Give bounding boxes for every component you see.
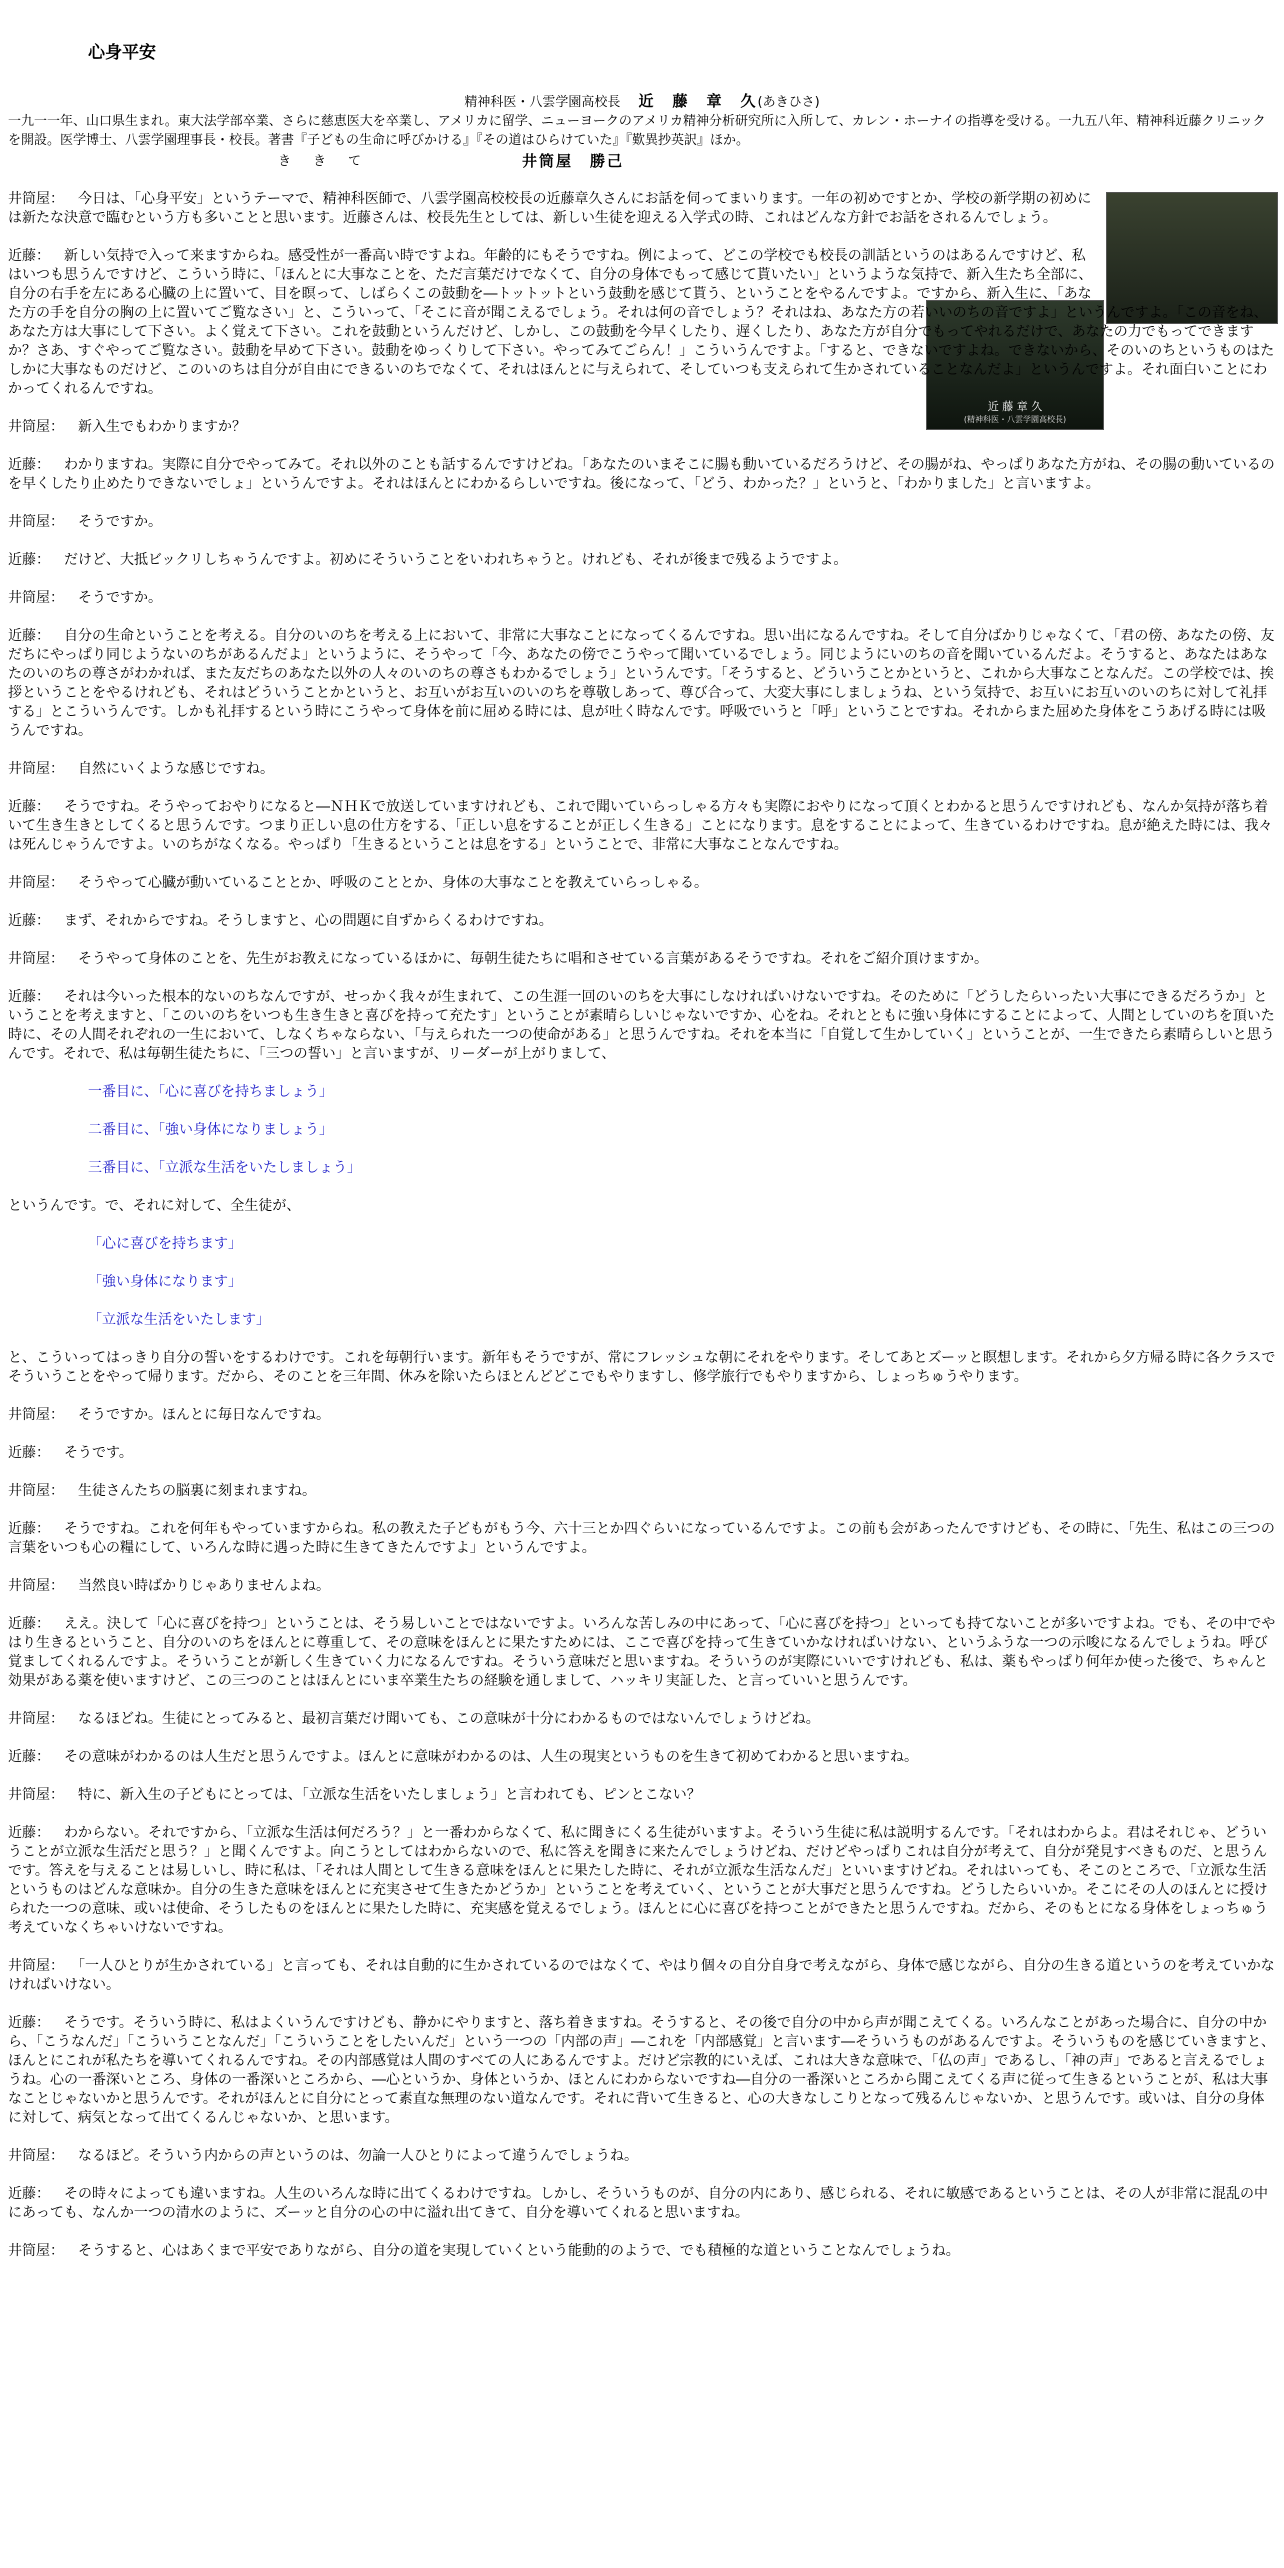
dialogue-paragraph (8, 418, 1276, 437)
dialogue-paragraph (8, 1444, 1276, 1463)
page-title: 心身平安 (88, 43, 156, 63)
photo-caption-name: 近 藤 章 久 (987, 400, 1043, 413)
dialogue-paragraph (8, 1520, 1276, 1558)
speaker-label: 井筒屋： (8, 2243, 64, 2259)
dialogue-text: そうです。 (64, 1445, 133, 1461)
listener-label: ききて (278, 154, 384, 169)
dialogue-text: そうですね。これを何年もやっていますからね。私の教えた子どもがもう今、六十三とか四ぐらいになっているんですよ。この前も会があったんですけども、その時に、「先生、私はこの三つの言葉をいつも心の糧にして、いろんな時に遇った時に生きてきたんですよ」というんですよ。 (8, 1521, 1275, 1556)
dialogue-text: そうですね。そうやっておやりになると―ＮＨＫで放送していますけれども、これで聞いていらっしゃる方々も実際におやりになって頂くとわかると思うんですけれども、なんか気持が落ち着いて生き生きとしてくると思うんです。つまり正しい息の仕方をする、「正しい息をすることが正しく生きる」ことになります。息をすることによって、生きているわけですね。息が絶えた時には、我々は死んじゃうんですよ。いのちがなくなる。やっぱり「生きるということは息をする」ということで、非常に大事なことなんですね。 (8, 799, 1273, 853)
speaker-label: 井筒屋： (8, 1711, 64, 1727)
dialogue-text: そうです。そういう時に、私はよくいうんですけども、静かにやりますと、落ち着きますね。そうすると、その後で自分の中から声が聞こえてくる。いろんなことがあった場合に、自分の中から、「こうなんだ」「こういうことなんだ」「こういうことをしたいんだ」という一つの「内部の声」―これを「内部感覚」と言います―そういうものがあるんですよ。そういうものを感じていきますと、ほんとにこれが私たちを導いてくれるんですね。その内部感覚は人間のすべての人にあるんですよ。だけど宗教的にいえば、これは大きな意味で、「仏の声」であるし、「神の声」であると言えるでしょうね。心の一番深いところ、身体の一番深いところから、―心というか、身体というか、ほとんにわからないですね―自分の一番深いところから聞こえてくる声に従って生きるということが、私は大事なことじゃないかと思うんです。それがほんとに自分にとって素直な無理のない道なんです。それに背いて生きると、心の大きなしこりとなって残るんじゃないか、と思うんです。或いは、自分の身体に対して、病気となって出てくるんじゃないか、と思います。 (8, 2015, 1275, 2126)
vow-line: 「強い身体になります」 (88, 1274, 242, 1290)
photo-caption-sub: (精神科医・八雲学園高校長) (963, 415, 1067, 424)
dialogue-paragraph (8, 2242, 1276, 2261)
speaker-label: 井筒屋： (8, 1578, 64, 1594)
dialogue-text: わからない。それですから、「立派な生活は何だろう？」と一番わからなくて、私に聞きにくる生徒がいますよ。そういう生徒に私は説明するんです。「それはわからよ。君はそれじゃ、どういうことが立派な生活だと思う？」と聞くんですよ。向こうとしてはわからないので、私に答えを聞きに来たんでしょうけどね、だけどやっぱりこれは自分が考えて、自分が発見すべきものだ、と思うんです。答えを与えることは易しいし、時に私は、「それは人間として生きる意味をほんとに果たした時に、それが立派な生活なんだ」といいますけどね。それはいっても、そこのところで、「立派な生活というものはどんな意味か。自分の生きた意味をほんとに充実させて生きたかどうか」ということを考えていく、ということが大事だと思うんですね。どうしたらいいか。そこにその人のほんとに授けられた一つの意味、或いは使命、そうしたものをほんとに果たした時に、充実感を覚えるでしょう。ほんとに心に喜びを持つことができたと思うんですね。だから、そのもとになる身体をしょっちゅう考えていなくちゃいけないですね。 (8, 1825, 1268, 1936)
author-bio: 一九一一年、山口県生まれ。東大法学部卒業、さらに慈恵医大を卒業し、アメリカに留学、ニューヨークのアメリカ精神分析研究所に入所して、カレン・ホーナイの指導を受ける。一九五八年、精神科近藤クリニックを開設。医学博士、八雲学園理事長・校長。著書『子どもの生命に呼びかける』『その道はひらけていた』『歎異抄英訳』ほか。 (8, 114, 1266, 148)
dialogue-text: その意味がわかるのは人生だと思うんですよ。ほんとに意味がわかるのは、人生の現実というものを生きて初めてわかると思いますね。 (64, 1749, 918, 1765)
speaker-label: 近藤： (8, 457, 50, 473)
dialogue-text: そうやって心臓が動いていることとか、呼吸のこととか、身体の大事なことを教えていらっしゃる。 (78, 875, 708, 891)
listener-name: 井筒屋 勝己 (522, 152, 625, 170)
dialogue-paragraph (8, 798, 1276, 855)
dialogue-paragraph (8, 988, 1276, 1064)
dialogue-text: だけど、大抵ビックリしちゃうんですよ。初めにそういうことをいわれちゃうと。けれども、それが後まで残るようですよ。 (64, 552, 848, 568)
dialogue-text: 自然にいくような感じですね。 (78, 761, 274, 777)
byline-name: 近 藤 章 久 (638, 92, 758, 110)
dialogue-paragraph (8, 589, 1276, 608)
dialogue-paragraph (8, 513, 1276, 532)
speaker-label: 井筒屋： (8, 191, 64, 207)
speaker-label: 井筒屋： (8, 761, 64, 777)
dialogue-text: そうすると、心はあくまで平安でありながら、自分の道を実現していくという能動的のようで、でも積極的な道ということなんでしょうね。 (78, 2243, 960, 2259)
transcript-part-2 (8, 1406, 1276, 2261)
dialogue-text: 当然良い時ばかりじゃありませんよね。 (78, 1578, 330, 1594)
speaker-label: 近藤： (8, 1825, 50, 1841)
speaker-label: 井筒屋： (8, 1407, 64, 1423)
dialogue-paragraph (8, 247, 1276, 399)
dialogue-text: 今日は、「心身平安」というテーマで、精神科医師で、八雲学園高校校長の近藤章久さんにお話を伺ってまいります。一年の初めですとか、学校の新学期の初めには新たな決意で臨むという方も多いことと思います。近藤さんは、校長先生としては、新しい生徒を迎える入学式の時、これはどんな方針でお話をされるんでしょう。 (8, 191, 1092, 226)
dialogue-text: 自分の生命ということを考える。自分のいのちを考える上において、非常に大事なことになってくるんですね。思い出になるんですね。そして自分ばかりじゃなくて、「君の傍、あなたの傍、友だちにやっぱり同じようないのちがあるんだよ」というように、そうやって「今、あなたの傍でこうやって聞いているでしょう。同じようにいのちの音を聞いているんだよ。そうすると、あなたはあなたのいのちの尊さがわかれば、また友だちのあなた以外の人々のいのちの尊さもわかるでしょう」というんです。「そうすると、どういうことかというと、これから大事なことなんだ。この学校では、挨拶ということをやるけれども、それはどういうことかというと、お互いがお互いのいのちを尊敬しあって、尊び合って、大変大事にしましょうね、という気持で、お互いにお互いのいのちに対して礼拝する」とこういうんです。しかも礼拝するという時にこうやって身体を前に屈める時には、息が吐く時なんです。呼吸でいうと「呼」ということですね。それからまた屈めた身体をこうあげる時には吸うんですね。 (8, 628, 1275, 739)
speaker-label: 近藤： (8, 1749, 50, 1765)
dialogue-text: そうですか。 (78, 514, 162, 530)
speaker-label: 井筒屋： (8, 419, 64, 435)
dialogue-text: そうですか。ほんとに毎日なんですね。 (78, 1407, 330, 1423)
dialogue-text: 新しい気持で入って来ますからね。感受性が一番高い時ですよね。年齢的にもそうですね。例によって、どこの学校でも校長の訓話というのはあるんですけど、私はいつも思うんですけど、こういう時に、「ほんとに大事なことを、ただ言葉だけでなくて、自分の身体でもって感じて貰いたい」というような気持で、新入生たち全部に、自分の右手を左にある心臓の上に置いて、目を瞑って、しばらくこの鼓動を―トットットという鼓動を感じて貰う、ということをやるんですよ。ですから、新入生に、「あなた方の手を自分の胸の上に置いてご覧なさい」と、こういって、「そこに音が聞こえるでしょう。それは何の音でしょう？それはね、あなた方の若いいのちの音ですよ」というんですよ。「この音をね、あなた方は大事にして下さい。よく覚えて下さい。これを鼓動というんだけど、しかし、この鼓動を今早くしたり、遅くしたり、あなた方が自分でもってやれるだけで、あなたの力でもってできますか？さあ、すぐやってご覧なさい。鼓動を早めて下さい。鼓動をゆっくりして下さい。やってみてごらん！」こういうんですよ。「すると、できないですよね。できないから、そのいのちというものはたしかに大事なものだけど、このいのちは自分が自由にできるいのちでなくて、それはほんとに与えられて、そしていつも支えられて生かされていることなんだよ」というんですよ。それ面白いことにわかってくれるんですね。 (8, 248, 1275, 397)
speaker-label: 近藤： (8, 1616, 50, 1632)
byline (8, 92, 1276, 112)
dialogue-text: ええ。決して「心に喜びを持つ」ということは、そう易しいことではないですよ。いろんな苦しみの中にあって、「心に喜びを持つ」といっても持てないことが多いですよね。でも、その中でやはり生きるということ、自分のいのちをほんとに尊重して、その意味をほんとに果たすためには、ここで喜びを持って生きていかなければいけない、というふうな一つの示唆になるんでしょうね。呼び覚ましてくれるんですよ。そういうことが新しく生きていく力になるんですね。そういう意味だと思いますね。そういうのが実際にいいですけれども、私は、薬もやっぱり何年か使った後で、ちゃんと効果がある薬を使いますけど、この三つのことはほんとにいま卒業生たちの経験を通しまして、ハッキリ実証した、と言っていいと思うんです。 (8, 1616, 1276, 1689)
dialogue-text: わかりますね。実際に自分でやってみて。それ以外のことも話するんですけどね。「あなたのいまそこに腸も動いているだろうけど、その腸がね、やっぱりあなた方がね、その腸の動いているのを早くしたり止めたりできないでしょ」というんですよ。それはほんとにわかるらしいですね。後になって、「どう、わかった？」というと、「わかりました」と言いますよ。 (8, 457, 1275, 492)
speaker-label: 近藤： (8, 1521, 50, 1537)
dialogue-text: 「一人ひとりが生かされている」と言っても、それは自動的に生かされているのではなくて、やはり個々の自分自身で考えながら、身体で感じながら、自分の生きる道というのを考えていかなければいけない。 (8, 1958, 1275, 1993)
vow-line: 三番目に、「立派な生活をいたしましょう」 (88, 1160, 361, 1176)
byline-reading: (あきひさ) (757, 95, 820, 110)
byline-role: 精神科医・八雲学園高校長 (464, 95, 621, 110)
vow-line: 二番目に、「強い身体になりましょう」 (88, 1122, 333, 1138)
speaker-label: 近藤： (8, 552, 50, 568)
dialogue-text: そうですか。 (78, 590, 162, 606)
vows-students (8, 1235, 1276, 1330)
dialogue-paragraph (8, 950, 1276, 969)
dialogue-text: なるほど。そういう内からの声というのは、勿論一人ひとりによって違うんでしょうね。 (78, 2148, 638, 2164)
speaker-label: 近藤： (8, 989, 50, 1005)
after-vows: と、こういってはっきり自分の誓いをするわけです。これを毎朝行います。新年もそうですが、常にフレッシュな朝にそれをやります。そしてあとズーッと瞑想します。それから夕方帰る時に各クラスでそういうことをやって帰ります。だから、そのことを三年間、休みを除いたらほとんどどこでもやりますし、修学旅行でもやりますから、しょっちゅうやります。 (8, 1350, 1276, 1385)
dialogue-text: 生徒さんたちの脳裏に刻まれますね。 (78, 1483, 316, 1499)
speaker-label: 井筒屋： (8, 1787, 64, 1803)
speaker-label: 井筒屋： (8, 875, 64, 891)
dialogue-text: 特に、新入生の子どもにとっては、「立派な生活をいたしましょう」と言われても、ピンとこない？ (78, 1787, 701, 1803)
dialogue-paragraph (8, 456, 1276, 494)
dialogue-paragraph (8, 1786, 1276, 1805)
speaker-label: 井筒屋： (8, 2148, 64, 2164)
speaker-label: 井筒屋： (8, 951, 64, 967)
dialogue-paragraph (8, 190, 1276, 228)
dialogue-paragraph (8, 551, 1276, 570)
dialogue-paragraph (8, 1710, 1276, 1729)
speaker-label: 井筒屋： (8, 590, 64, 606)
transcript (8, 190, 1276, 2280)
speaker-label: 近藤： (8, 799, 50, 815)
listener-credit (278, 152, 978, 171)
transcript-part-1 (8, 190, 1276, 1064)
vows-leader (8, 1083, 1276, 1178)
dialogue-text: そうやって身体のことを、先生がお教えになっているほかに、毎朝生徒たちに唱和させている言葉があるそうですね。それをご紹介頂けますか。 (78, 951, 988, 967)
dialogue-text: まず、それからですね。そうしますと、心の問題に自ずからくるわけですね。 (64, 913, 553, 929)
dialogue-paragraph (8, 1615, 1276, 1691)
vow-line: 一番目に、「心に喜びを持ちましょう」 (88, 1084, 333, 1100)
photo-spacer (1096, 190, 1276, 302)
vow-line: 「立派な生活をいたします」 (88, 1312, 270, 1328)
speaker-label: 近藤： (8, 1445, 50, 1461)
speaker-label: 近藤： (8, 2186, 50, 2202)
dialogue-paragraph (8, 2185, 1276, 2223)
dialogue-paragraph (8, 912, 1276, 931)
dialogue-paragraph (8, 1957, 1276, 1995)
dialogue-paragraph (8, 627, 1276, 741)
dialogue-paragraph (8, 874, 1276, 893)
speaker-label: 井筒屋： (8, 1483, 64, 1499)
dialogue-paragraph (8, 1406, 1276, 1425)
speaker-label: 近藤： (8, 913, 50, 929)
speaker-label: 井筒屋： (8, 1958, 64, 1974)
dialogue-paragraph (8, 1748, 1276, 1767)
dialogue-paragraph (8, 1577, 1276, 1596)
dialogue-paragraph (8, 2147, 1276, 2166)
dialogue-paragraph (8, 1482, 1276, 1501)
between-vows: というんです。で、それに対して、全生徒が、 (8, 1198, 301, 1214)
speaker-label: 近藤： (8, 2015, 50, 2031)
dialogue-paragraph (8, 760, 1276, 779)
speaker-label: 近藤： (8, 628, 50, 644)
dialogue-text: なるほどね。生徒にとってみると、最初言葉だけ聞いても、この意味が十分にわかるものではないんでしょうけどね。 (78, 1711, 820, 1727)
dialogue-text: その時々によっても違いますね。人生のいろんな時に出てくるわけですね。しかし、そういうものが、自分の内にあり、感じられる、それに敏感であるということは、その人が非常に混乱の中にあっても、なんか一つの清水のように、ズーッと自分の心の中に溢れ出てきて、自分を導いてくれると思いますね。 (8, 2186, 1268, 2221)
dialogue-paragraph (8, 2014, 1276, 2128)
vow-line: 「心に喜びを持ちます」 (88, 1236, 242, 1252)
speaker-label: 近藤： (8, 248, 50, 264)
dialogue-paragraph (8, 1824, 1276, 1938)
speaker-label: 井筒屋： (8, 514, 64, 530)
dialogue-text: それは今いった根本的ないのちなんですが、せっかく我々が生まれて、この生涯一回のいのちを大事にしなければいけないですね。そのために「どうしたらいったい大事にできるだろうか」ということを考えますと、「このいのちをいつも生き生きと喜びを持って充たす」ということが素晴らしいじゃないですか、心をね。それとともに強い身体にすることによって、人間としていのちを頂いた時に、その人間それぞれの一生において、しなくちゃならない、「与えられた一つの使命がある」と思うんですね。それを本当に「自覚して生かしていく」ということが、一生できたら素晴らしいと思うんです。それで、私は毎朝生徒たちに、「三つの誓い」と言いますが、リーダーが上がりまして、 (8, 989, 1275, 1062)
dialogue-text: 新入生でもわかりますか？ (78, 419, 246, 435)
